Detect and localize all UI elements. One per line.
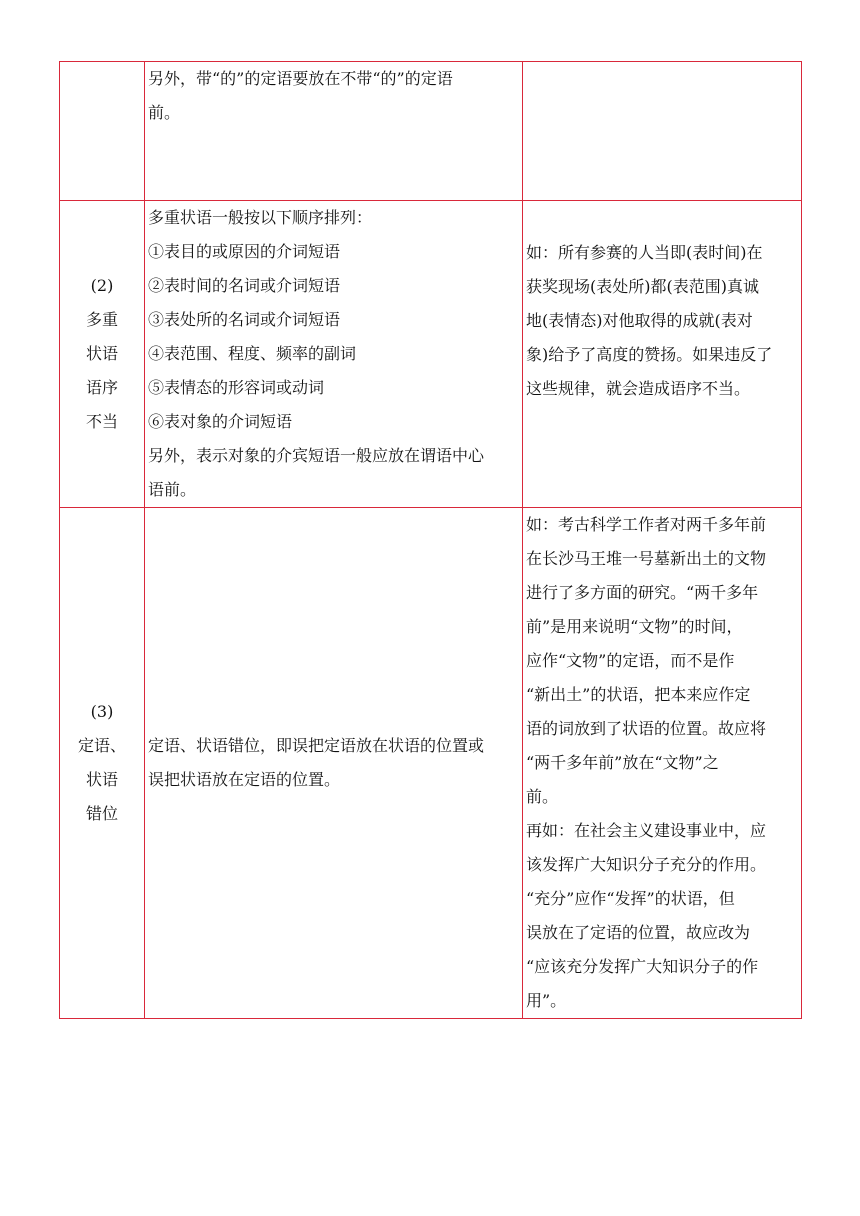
- text-line: “充分”应作“发挥”的状语，但: [526, 889, 735, 908]
- row-label-line: 错位: [85, 804, 118, 823]
- text-line: 另外，表示对象的介宾短语一般应放在谓语中心: [148, 446, 485, 465]
- text-line: 这些规律，就会造成语序不当。: [526, 379, 751, 398]
- table-row: [60, 62, 802, 201]
- row-label-cell: [60, 508, 145, 1019]
- text-line: 用”。: [526, 991, 567, 1010]
- text-line: 再如：在社会主义建设事业中，应: [526, 821, 767, 840]
- text-line: 定语、状语错位，即误把定语放在状语的位置或: [148, 736, 485, 755]
- text-line: ⑥表对象的介词短语: [148, 412, 293, 431]
- grammar-table: [59, 61, 802, 1019]
- text-line: 进行了多方面的研究。“两千多年: [526, 583, 759, 602]
- text-line: “新出土”的状语，把本来应作定: [526, 685, 751, 704]
- row-label-line: (3): [90, 702, 114, 721]
- row-label-line: 状语: [85, 344, 118, 363]
- text-line: 应作“文物”的定语，而不是作: [526, 651, 735, 670]
- table-row: [60, 201, 802, 508]
- example-cell: [523, 201, 802, 508]
- text-line: ②表时间的名词或介词短语: [148, 276, 341, 295]
- text-line: 误把状语放在定语的位置。: [148, 770, 341, 789]
- text-line: “应该充分发挥广大知识分子的作: [526, 957, 759, 976]
- explanation-cell: [145, 62, 523, 201]
- text-line: 象)给予了高度的赞扬。如果违反了: [526, 345, 773, 364]
- text-line: 多重状语一般按以下顺序排列：: [148, 208, 373, 227]
- text-line: 语前。: [148, 480, 197, 499]
- row-label-line: 状语: [85, 770, 118, 789]
- row-label-line: 语序: [85, 378, 118, 397]
- text-line: ①表目的或原因的介词短语: [148, 242, 341, 261]
- row-label-line: 不当: [85, 412, 118, 431]
- text-line: “两千多年前”放在“文物”之: [526, 753, 719, 772]
- row-label-line: 多重: [85, 310, 118, 329]
- text-line: 如：考古科学工作者对两千多年前: [526, 515, 767, 534]
- text-line: 前。: [526, 787, 559, 806]
- row-label-line: (2): [90, 276, 114, 295]
- text-line: 前”是用来说明“文物”的时间，: [526, 617, 743, 636]
- text-line: 获奖现场(表处所)都(表范围)真诚: [526, 277, 759, 296]
- explanation-cell: [145, 508, 523, 1019]
- text-line: ⑤表情态的形容词或动词: [148, 378, 325, 397]
- row-label-line: 定语、: [77, 736, 126, 755]
- explanation-cell: [145, 201, 523, 508]
- text-line: 该发挥广大知识分子充分的作用。: [526, 855, 767, 874]
- text-line: 前。: [148, 103, 181, 122]
- text-line: 另外，带“的”的定语要放在不带“的”的定语: [148, 69, 453, 88]
- text-line: 误放在了定语的位置，故应改为: [526, 923, 751, 942]
- text-line: 如：所有参赛的人当即(表时间)在: [526, 243, 763, 262]
- row-label-cell: [60, 201, 145, 508]
- example-cell: [523, 62, 802, 201]
- example-cell: [523, 508, 802, 1019]
- text-line: 语的词放到了状语的位置。故应将: [526, 719, 767, 738]
- text-line: 地(表情态)对他取得的成就(表对: [526, 311, 753, 330]
- text-line: ④表范围、程度、频率的副词: [148, 344, 357, 363]
- text-line: ③表处所的名词或介词短语: [148, 310, 341, 329]
- text-line: 在长沙马王堆一号墓新出土的文物: [526, 549, 767, 568]
- table-row: [60, 508, 802, 1019]
- row-label-cell: [60, 62, 145, 201]
